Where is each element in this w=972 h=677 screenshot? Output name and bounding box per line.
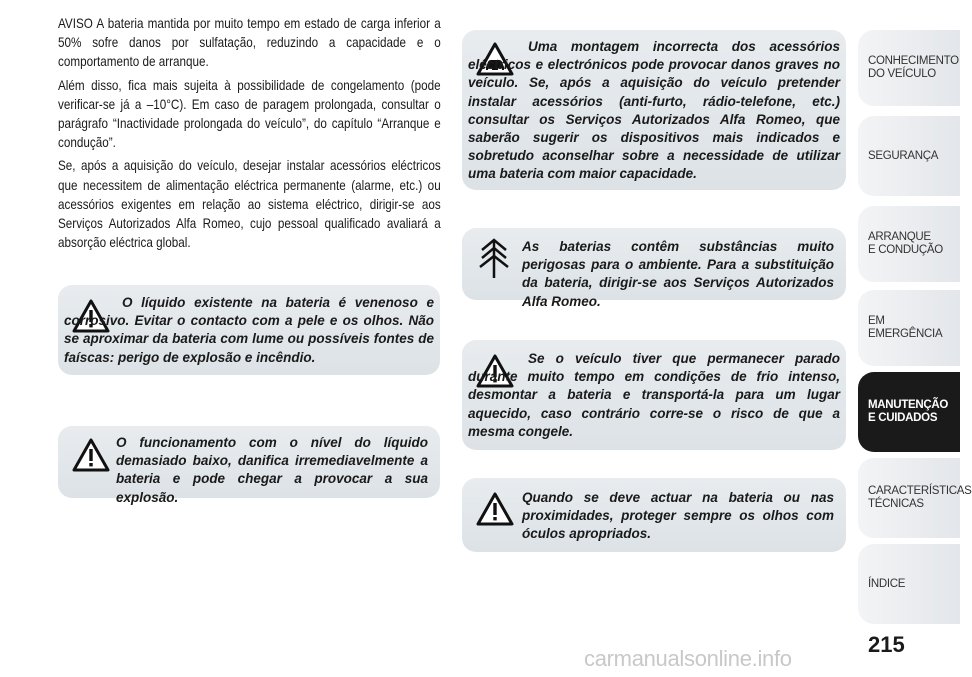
watermark: carmanualsonline.info [584, 646, 792, 671]
warning-text-accessories: Uma montagem incorrecta dos acessórios eléctricos e electrónicos pode provocar danos graves no veículo. Se, após a aquisição do veículo pretender instalar acessórios (anti-furto, rádio-telefone, etc.) consultar os Serviços Autorizados Alfa Romeo, que saberão sugerir os dispositivos mais indicados e sobretudo aconselhar sobre a necessidade de utilizar uma bateria com maior capacidade. [468, 39, 840, 182]
tab-label: ARRANQUE E CONDUÇÃO [868, 231, 943, 256]
paragraph-accessories: Se, após a aquisição do veículo, desejar instalar acessórios eléctricos que necessitem de alimentação eléctrica permanente (alarme, etc.) ou acessórios exigentes em relação ao sistema eléctrico, dirigir-se aos Serviços Autorizados Alfa Romeo, cujo pessoal qualificado avaliará a absorção eléctrica global. [58, 158, 441, 251]
tab-caracteristicas[interactable] [858, 458, 972, 538]
warning-triangle-icon [72, 438, 110, 472]
warning-text-cold: Se o veículo tiver que permanecer parado durante muito tempo em condições de frio intenso, desmontar a bateria e transportá-la para um lugar aquecido, caso contrário corre-se o risco de que a mesma congele. [468, 351, 840, 439]
tab-conhecimento[interactable] [858, 30, 960, 106]
tab-label: EM EMERGÊNCIA [868, 315, 943, 340]
warning-box-level [58, 426, 440, 505]
warning-text-level: O funcionamento com o nível do líquido demasiado baixo, danifica irremediavelmente a bateria e pode chegar a provocar a sua explosão. [116, 435, 428, 505]
tab-label: CONHECIMENTO DO VEÍCULO [868, 55, 959, 80]
warning-box-poison [58, 285, 440, 375]
warning-box-accessories [462, 30, 846, 190]
tab-seguranca[interactable] [858, 116, 960, 196]
warning-box-cold [462, 340, 846, 450]
page-number: 215 [868, 632, 905, 657]
tab-label: SEGURANÇA [868, 149, 939, 162]
tab-label: CARACTERÍSTICAS TÉCNICAS [868, 485, 972, 510]
warning-box-environment [462, 228, 846, 309]
warning-text-eyes: Quando se deve actuar na bateria ou nas proximidades, proteger sempre os olhos com óculos apropriados. [522, 490, 834, 542]
body-text [58, 14, 441, 256]
warning-text-poison: O líquido existente na bateria é venenoso e corrosivo. Evitar o contacto com a pele e os olhos. Não se aproximar da bateria com lume ou possíveis fontes de faíscas: perigo de explosão e incêndio. [64, 295, 434, 365]
warning-box-eyes [462, 478, 846, 552]
tree-environment-icon [476, 236, 512, 280]
tab-manutencao[interactable] [858, 372, 960, 452]
warning-triangle-icon [476, 492, 514, 526]
tab-label: MANUTENÇÃO E CUIDADOS [868, 399, 949, 424]
paragraph-freezing: Além disso, fica mais sujeita à possibilidade de congelamento (pode verificar-se já a –10°C). Em caso de paragem prolongada, consultar o parágrafo “Inactividade prolongada do veículo”, do capítulo “Arranque e condução”. [58, 77, 441, 151]
tab-label: ÍNDICE [868, 577, 906, 590]
warning-text-environment: As baterias contêm substâncias muito perigosas para o ambiente. Para a substituição da bateria, dirigir-se aos Serviços Autorizados Alfa Romeo. [522, 239, 834, 309]
tab-indice[interactable] [858, 544, 960, 624]
paragraph-sulfation: AVISO A bateria mantida por muito tempo em estado de carga inferior a 50% sofre danos por sulfatação, reduzindo a capacidade e o comportamento de arranque. [58, 16, 441, 70]
tab-emergencia[interactable] [858, 290, 960, 366]
tab-arranque[interactable] [858, 206, 960, 282]
